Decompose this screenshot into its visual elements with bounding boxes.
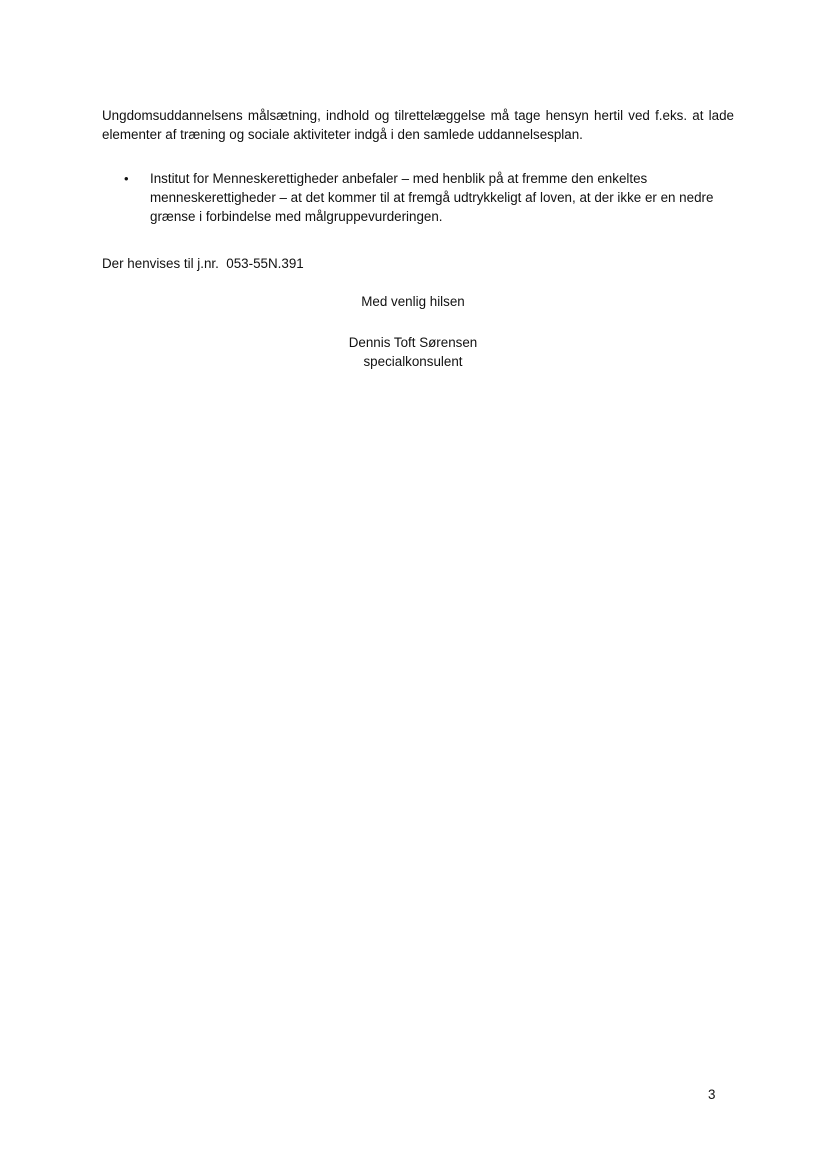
bullet-marker: • xyxy=(124,171,129,186)
bullet-text: Institut for Menneskerettigheder anbefaler – med henblik på at fremme den enkeltes menneskerettigheder – at det kommer til at fremgå udtrykkeligt af loven, at der ikke er en nedre grænse i forbindelse med målgruppevurderingen. xyxy=(150,171,714,224)
body-paragraph: Ungdomsuddannelsens målsætning, indhold og tilrettelæggelse må tage hensyn hertil ved f.eks. at lade elementer af træning og sociale aktiviteter indgå i den samlede uddannelsesplan. xyxy=(102,108,734,142)
closing-greeting: Med venlig hilsen xyxy=(361,294,465,309)
page-number: 3 xyxy=(708,1087,716,1102)
reference-line: Der henvises til j.nr. 053-55N.391 xyxy=(102,256,304,271)
signer-name: Dennis Toft Sørensen xyxy=(348,335,478,350)
signer-title: specialkonsulent xyxy=(363,354,463,369)
